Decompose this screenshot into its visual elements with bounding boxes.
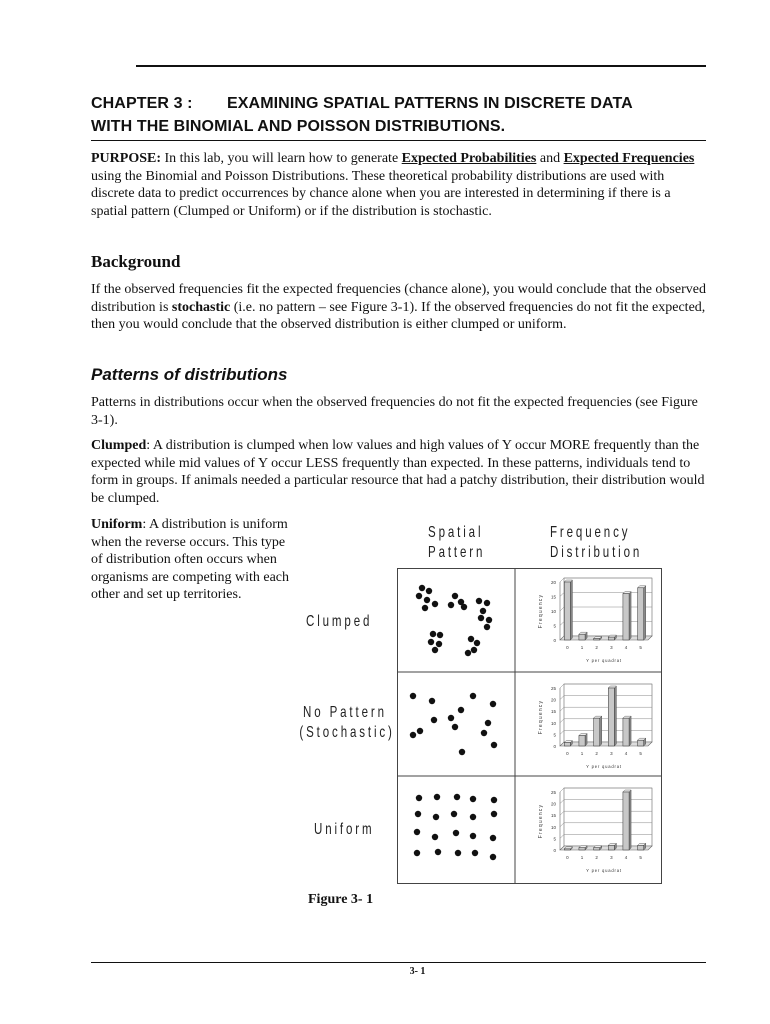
chart-ytick-label: 0 bbox=[553, 848, 556, 853]
chart-bar-front bbox=[564, 743, 570, 746]
chart-bar bbox=[594, 716, 602, 746]
bottom-rule bbox=[91, 962, 706, 963]
chapter-number: CHAPTER 3 : bbox=[91, 95, 193, 112]
chart-xtick-label: 5 bbox=[639, 855, 642, 860]
background-paragraph bbox=[91, 281, 706, 334]
chart-bar-front bbox=[623, 792, 629, 850]
chart-ytick-label: 10 bbox=[550, 609, 556, 614]
patterns-intro-text: Patterns in distributions occur when the observed frequencies do not fit the expected frequencies (see Figure 3-1). bbox=[91, 395, 698, 428]
chart-bar-front bbox=[623, 594, 629, 640]
chart-bar-side bbox=[629, 716, 631, 746]
chart-bar bbox=[623, 790, 631, 850]
chart-bar-front bbox=[608, 688, 614, 746]
chart-ytick-label: 0 bbox=[553, 638, 556, 643]
chart-ytick-label: 5 bbox=[553, 623, 556, 629]
chart-bar-front bbox=[579, 736, 585, 746]
uniform-term: Uniform bbox=[91, 517, 143, 532]
chart-bar-side bbox=[570, 580, 572, 640]
chart-ytick-label: 0 bbox=[553, 744, 556, 749]
purpose-text-2: and bbox=[536, 151, 564, 166]
chart-bar bbox=[564, 741, 572, 746]
chart-yaxis-label: Frequency bbox=[538, 699, 544, 735]
chart-xaxis-label: Y per quadrat bbox=[586, 764, 622, 769]
chart-yaxis-label: Frequency bbox=[538, 593, 544, 629]
chart-bar-front bbox=[594, 848, 600, 850]
patterns-intro bbox=[91, 394, 706, 429]
chart-xtick-label: 4 bbox=[624, 645, 628, 650]
chart-ytick-label: 15 bbox=[550, 594, 556, 600]
chart-bar-front bbox=[638, 740, 644, 746]
stochastic-term: stochastic bbox=[171, 299, 231, 315]
uniform-dots bbox=[414, 794, 497, 860]
uniform-frequency-chart bbox=[520, 782, 660, 880]
row-label-uniform: Uniform bbox=[314, 821, 375, 838]
clumped-term: Clumped bbox=[91, 438, 147, 453]
col-header-spatial-line1: Spatial bbox=[428, 524, 484, 541]
title-rule bbox=[91, 140, 706, 141]
chart-bar-front bbox=[638, 845, 644, 850]
chart-bar bbox=[594, 637, 602, 640]
purpose-paragraph bbox=[91, 150, 706, 220]
chart-bar bbox=[579, 846, 587, 850]
chart-bar-front bbox=[608, 637, 614, 640]
chart-bar-side bbox=[614, 686, 616, 746]
chart-bar bbox=[608, 843, 616, 850]
expected-probabilities-link[interactable]: Expected Probabilities bbox=[401, 151, 537, 166]
background-text-1: If the observed frequencies fit the expected frequencies (chance alone), you would conclude that the observed distribution is bbox=[91, 282, 706, 315]
row-label-no-pattern-line1: No Pattern bbox=[303, 704, 387, 721]
purpose-text-3: using the Binomial and Poisson Distributions. These theoretical probability distributions are used with discrete data to predict occurrences by chance alone when you are interested in determining if there is a spatial pattern (Clumped or Uniform) or if the distribution is stochastic. bbox=[91, 168, 671, 219]
chart-bar bbox=[638, 586, 646, 640]
background-heading: Background bbox=[91, 252, 181, 271]
chart-bar bbox=[579, 632, 587, 640]
chart-xaxis-label: Y per quadrat bbox=[586, 658, 622, 663]
chart-bar bbox=[608, 686, 616, 746]
patterns-heading: Patterns of distributions bbox=[91, 365, 288, 384]
chart-bar bbox=[623, 716, 631, 746]
col-header-frequency-line2: Distribution bbox=[550, 544, 643, 561]
chart-bar-front bbox=[594, 639, 600, 640]
chart-xtick-label: 2 bbox=[595, 645, 598, 650]
chart-ytick-label: 20 bbox=[550, 580, 556, 585]
chart-xtick-label: 0 bbox=[566, 855, 569, 860]
clumped-dots bbox=[416, 585, 492, 656]
chart-bar bbox=[623, 592, 631, 640]
col-header-spatial bbox=[428, 523, 485, 563]
chart-xtick-label: 4 bbox=[624, 751, 628, 756]
figure-caption: Figure 3- 1 bbox=[308, 892, 374, 907]
chart-bar bbox=[638, 843, 646, 850]
clumped-text: : A distribution is clumped when low values and high values of Y occur MORE frequently than the expected while mid values of Y occur LESS frequently than expected. In these patterns, individuals tend to form in groups. If animals needed a particular resource that had a patchy distribution, their distribution would be clumped. bbox=[91, 438, 705, 506]
chart-bar bbox=[564, 580, 572, 640]
row-label-clumped: Clumped bbox=[306, 613, 373, 630]
clumped-paragraph bbox=[91, 437, 706, 507]
row-label-no-pattern-line2: (Stochastic) bbox=[299, 724, 395, 741]
chart-ytick-label: 10 bbox=[550, 720, 556, 726]
chart-xaxis-label: Y per quadrat bbox=[586, 868, 622, 873]
col-header-frequency bbox=[550, 523, 642, 563]
uniform-paragraph bbox=[91, 516, 291, 604]
chart-ytick-label: 25 bbox=[550, 686, 556, 691]
row-label-no-pattern bbox=[299, 703, 395, 743]
chart-bar-side bbox=[644, 586, 646, 640]
clumped-frequency-chart bbox=[520, 572, 660, 670]
purpose-label: PURPOSE: bbox=[91, 151, 161, 166]
chart-ytick-label: 10 bbox=[550, 824, 556, 830]
chart-xtick-label: 5 bbox=[639, 645, 642, 650]
chart-bar-side bbox=[629, 790, 631, 850]
background-text-2: (i.e. no pattern – see Figure 3-1). If the observed frequencies do not fit the expected, then you would conclude that the observed distribution is either clumped or uniform. bbox=[91, 299, 706, 333]
chart-ytick-label: 15 bbox=[550, 813, 556, 819]
stochastic-dots bbox=[410, 693, 497, 755]
chart-xtick-label: 1 bbox=[580, 855, 584, 860]
chart-xtick-label: 0 bbox=[566, 645, 569, 650]
chart-xtick-label: 2 bbox=[595, 751, 598, 756]
chart-bar-front bbox=[564, 582, 570, 640]
chart-xtick-label: 0 bbox=[566, 751, 569, 756]
chart-plot-area bbox=[564, 788, 652, 846]
chapter-title-line2: WITH THE BINOMIAL AND POISSON DISTRIBUTIONS. bbox=[91, 118, 506, 135]
chart-ytick-label: 20 bbox=[550, 801, 556, 807]
page-number: 3- 1 bbox=[409, 966, 426, 977]
expected-frequencies-link[interactable]: Expected Frequencies bbox=[563, 151, 695, 166]
chart-ytick-label: 5 bbox=[553, 732, 556, 738]
chart-xtick-label: 4 bbox=[624, 855, 628, 860]
chart-bar-front bbox=[608, 845, 614, 850]
chart-xtick-label: 2 bbox=[595, 855, 598, 860]
col-header-spatial-line2: Pattern bbox=[428, 544, 486, 561]
chart-bar-front bbox=[579, 848, 585, 850]
chart-bar-front bbox=[594, 718, 600, 746]
chart-ytick-label: 15 bbox=[550, 709, 556, 715]
chart-ytick-label: 25 bbox=[550, 790, 556, 795]
chart-xtick-label: 3 bbox=[610, 855, 613, 860]
chart-bar bbox=[608, 635, 616, 640]
chart-plot-area bbox=[564, 684, 652, 742]
chart-bar-front bbox=[623, 718, 629, 746]
chapter-title-line1: EXAMINING SPATIAL PATTERNS IN DISCRETE DATA bbox=[227, 95, 633, 112]
stochastic-frequency-chart bbox=[520, 678, 660, 776]
chart-yaxis-label: Frequency bbox=[538, 803, 544, 839]
purpose-text-1: In this lab, you will learn how to generate bbox=[161, 151, 402, 166]
chart-bar-side bbox=[629, 592, 631, 640]
chart-bar-side bbox=[600, 716, 602, 746]
chart-xtick-label: 1 bbox=[580, 645, 584, 650]
chapter-title bbox=[91, 92, 701, 138]
chart-bar-front bbox=[579, 634, 585, 640]
chart-ytick-label: 5 bbox=[553, 836, 556, 842]
chart-ytick-label: 20 bbox=[550, 697, 556, 703]
chart-bar bbox=[638, 738, 646, 746]
chart-xtick-label: 3 bbox=[610, 645, 613, 650]
chart-bar bbox=[594, 846, 602, 850]
top-rule bbox=[136, 65, 706, 67]
col-header-frequency-line1: Frequency bbox=[550, 524, 631, 541]
chart-xtick-label: 5 bbox=[639, 751, 642, 756]
uniform-text: : A distribution is uniform when the reverse occurs. This type of distribution often occurs when organisms are competing with each other and set up territories. bbox=[91, 517, 290, 603]
chart-bar-front bbox=[638, 588, 644, 640]
chart-bar-front bbox=[564, 849, 570, 850]
chart-bar bbox=[579, 734, 587, 746]
chart-xtick-label: 3 bbox=[610, 751, 613, 756]
chart-xtick-label: 1 bbox=[580, 751, 584, 756]
